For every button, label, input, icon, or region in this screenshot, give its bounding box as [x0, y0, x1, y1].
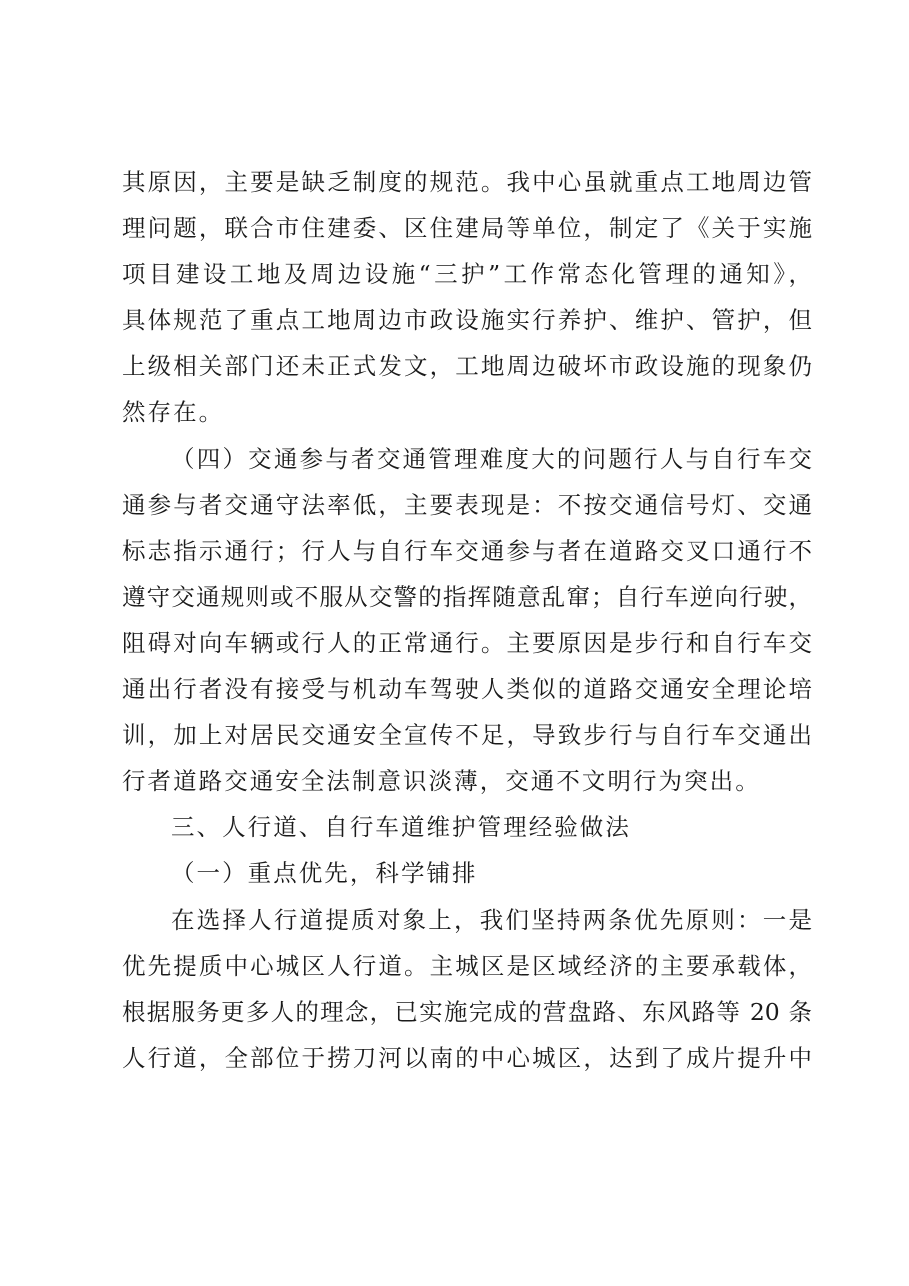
- section-heading: （四）交通参与者交通管理难度大的问题行人与自行车交: [171, 444, 812, 473]
- subsection-heading: （一）重点优先，科学铺排: [171, 859, 478, 888]
- text-line: 阻碍对向车辆或行人的正常通行。主要原因是步行和自行车交: [122, 628, 812, 657]
- section-heading: 三、人行道、自行车道维护管理经验做法: [171, 813, 631, 842]
- text-line: 遵守交通规则或不服从交警的指挥随意乱窜；自行车逆向行驶，: [122, 582, 812, 611]
- text-line: 项目建设工地及周边设施“三护”工作常态化管理的通知》，: [122, 260, 812, 289]
- text-line: 在选择人行道提质对象上，我们坚持两条优先原则：一是: [171, 905, 812, 934]
- text-line: 根据服务更多人的理念，已实施完成的营盘路、东风路等 20 条: [122, 997, 812, 1026]
- text-line: 上级相关部门还未正式发文，工地周边破坏市政设施的现象仍: [122, 352, 812, 381]
- text-line: 通参与者交通守法率低，主要表现是：不按交通信号灯、交通: [122, 490, 812, 519]
- text-line: 理问题，联合市住建委、区住建局等单位，制定了《关于实施: [122, 214, 812, 243]
- text-line: 优先提质中心城区人行道。主城区是区域经济的主要承载体，: [122, 951, 812, 980]
- text-line: 通出行者没有接受与机动车驾驶人类似的道路交通安全理论培: [122, 675, 812, 704]
- text-line: 然存在。: [122, 398, 225, 427]
- text-line: 训，加上对居民交通安全宣传不足，导致步行与自行车交通出: [122, 721, 812, 750]
- document-body: [122, 159, 812, 1081]
- text-line: 其原因，主要是缺乏制度的规范。我中心虽就重点工地周边管: [122, 168, 812, 196]
- text-line: 具体规范了重点工地周边市政设施实行养护、维护、管护，但: [122, 306, 812, 335]
- text-line: 行者道路交通安全法制意识淡薄，交通不文明行为突出。: [122, 767, 761, 796]
- text-line: 标志指示通行；行人与自行车交通参与者在道路交叉口通行不: [122, 536, 812, 565]
- text-line: 人行道，全部位于捞刀河以南的中心城区，达到了成片提升中: [122, 1043, 812, 1072]
